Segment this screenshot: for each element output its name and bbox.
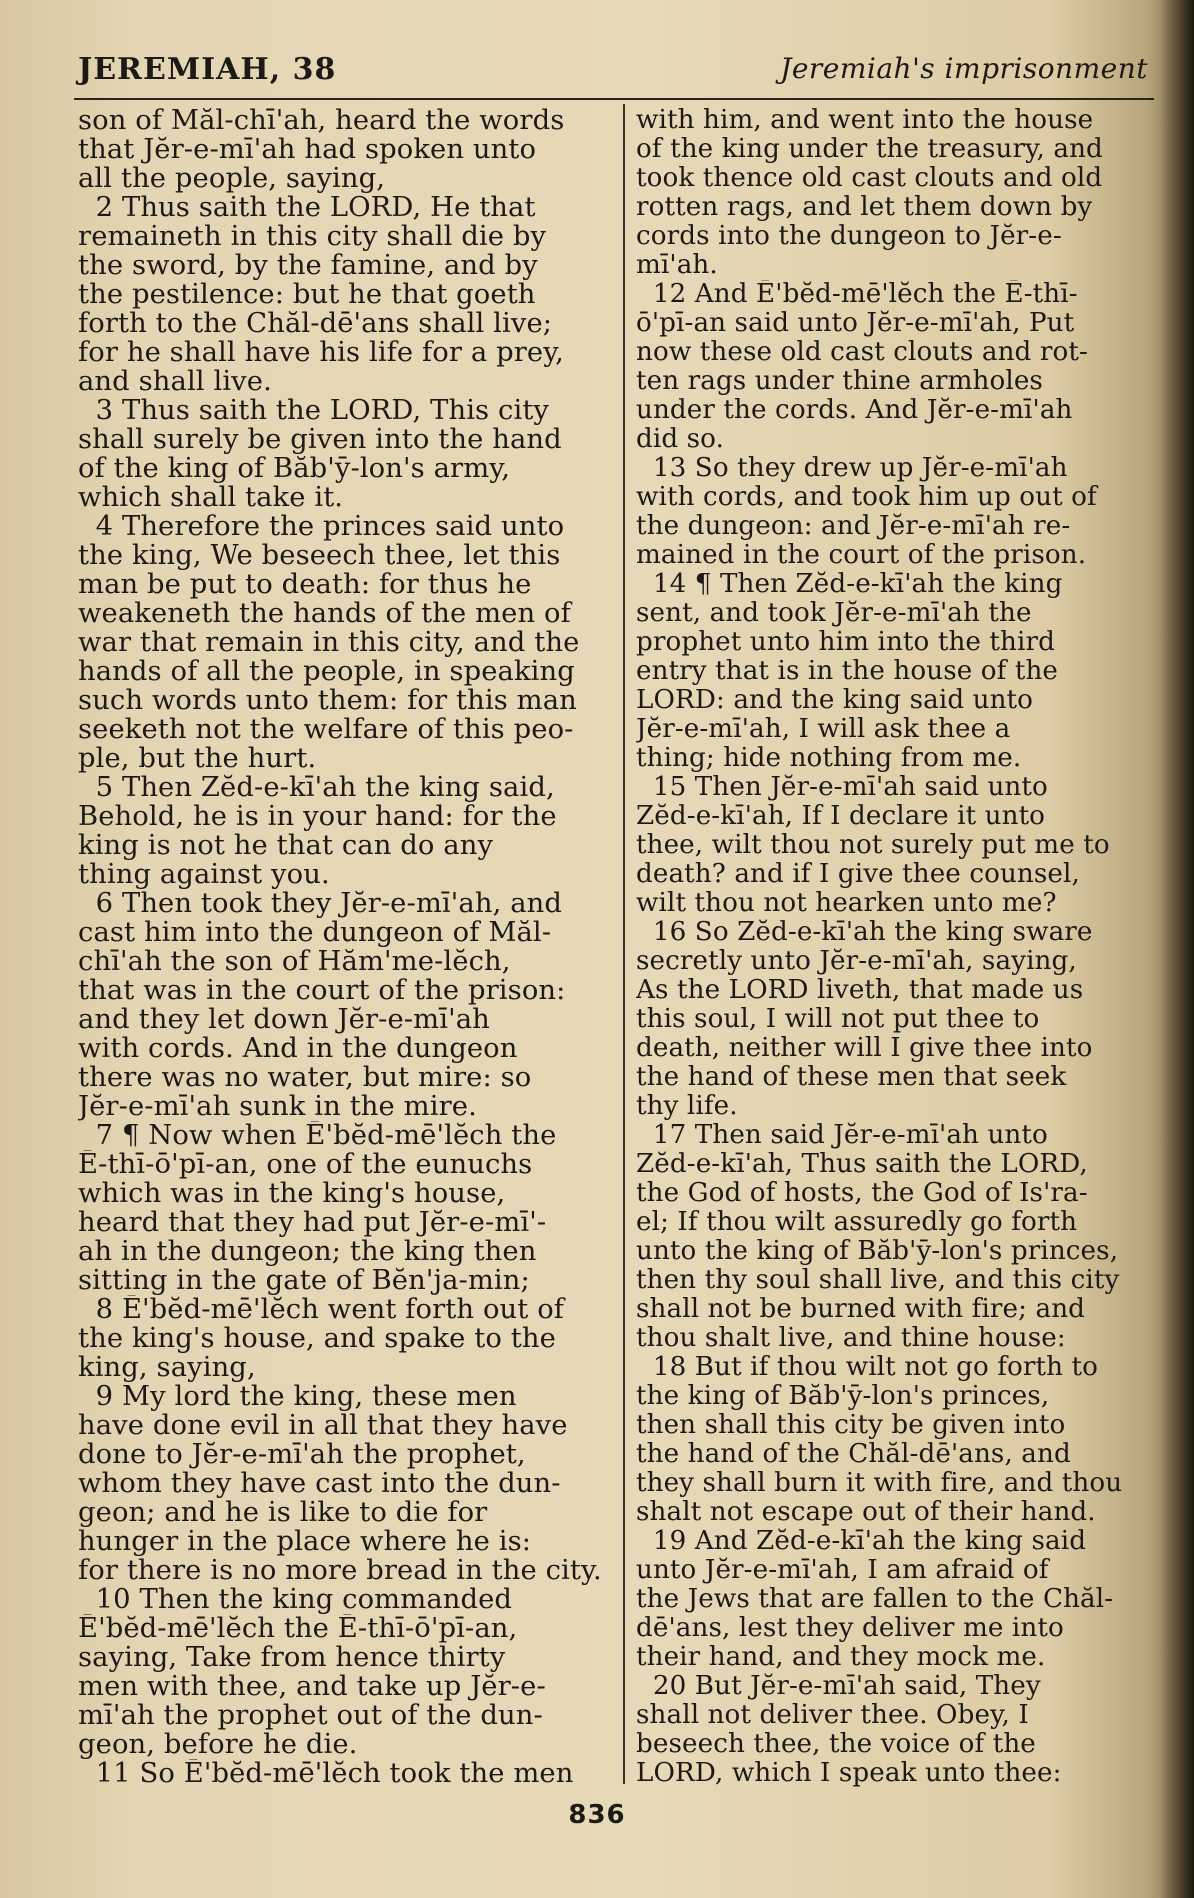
text-line: 15 Then Jĕr-e-mī'ah said unto bbox=[636, 773, 1048, 802]
column-divider bbox=[623, 104, 625, 1784]
text-line: thing; hide nothing from me. bbox=[636, 744, 1022, 773]
text-line: rotten rags, and let them down by bbox=[636, 193, 1093, 222]
text-line: Jĕr-e-mī'ah sunk in the mire. bbox=[78, 1092, 477, 1121]
text-line: death, neither will I give thee into bbox=[636, 1034, 1093, 1063]
text-line: wilt thou not hearken unto me? bbox=[636, 889, 1057, 918]
text-line: have done evil in all that they have bbox=[78, 1411, 568, 1440]
text-line: the Jews that are fallen to the Chăl- bbox=[636, 1585, 1114, 1614]
text-line: 7 ¶ Now when Ē'bĕd-mē'lĕch the bbox=[78, 1121, 557, 1150]
text-line: Ē-thī-ō'pī-an, one of the eunuchs bbox=[78, 1150, 533, 1179]
section-heading: Jeremiah's imprisonment bbox=[780, 52, 1148, 85]
text-line: el; If thou wilt assuredly go forth bbox=[636, 1208, 1078, 1237]
text-line: dē'ans, lest they deliver me into bbox=[636, 1614, 1064, 1643]
text-line: that was in the court of the prison: bbox=[78, 976, 566, 1005]
text-line: prophet unto him into the third bbox=[636, 628, 1055, 657]
text-line: 13 So they drew up Jĕr-e-mī'ah bbox=[636, 454, 1068, 483]
left-column bbox=[78, 106, 612, 1788]
text-line: hands of all the people, in speaking bbox=[78, 657, 575, 686]
text-line: sitting in the gate of Bĕn'ja-min; bbox=[78, 1266, 530, 1295]
text-line: of the king under the treasury, and bbox=[636, 135, 1103, 164]
text-line: the God of hosts, the God of Is'ra- bbox=[636, 1179, 1088, 1208]
text-line: which shall take it. bbox=[78, 483, 344, 512]
text-line: geon; and he is like to die for bbox=[78, 1498, 488, 1527]
text-line: the pestilence: but he that goeth bbox=[78, 280, 536, 309]
text-line: for he shall have his life for a prey, bbox=[78, 338, 564, 367]
text-line: 18 But if thou wilt not go forth to bbox=[636, 1353, 1099, 1382]
book-chapter-heading: JEREMIAH, 38 bbox=[78, 52, 337, 87]
text-line: ten rags under thine armholes bbox=[636, 367, 1043, 396]
text-line: forth to the Chăl-dē'ans shall live; bbox=[78, 309, 553, 338]
text-line: whom they have cast into the dun- bbox=[78, 1469, 561, 1498]
header-rule bbox=[74, 98, 1154, 100]
text-line: Zĕd-e-kī'ah, Thus saith the LORD, bbox=[636, 1150, 1088, 1179]
text-line: shall not be burned with fire; and bbox=[636, 1295, 1086, 1324]
text-line: did so. bbox=[636, 425, 724, 454]
text-line: king is not he that can do any bbox=[78, 831, 494, 860]
text-line: the king's house, and spake to the bbox=[78, 1324, 556, 1353]
text-line: this soul, I will not put thee to bbox=[636, 1005, 1040, 1034]
text-line: 14 ¶ Then Zĕd-e-kī'ah the king bbox=[636, 570, 1063, 599]
text-line: mī'ah. bbox=[636, 251, 718, 280]
text-line: with him, and went into the house bbox=[636, 106, 1094, 135]
text-line: then thy soul shall live, and this city bbox=[636, 1266, 1120, 1295]
text-line: 20 But Jĕr-e-mī'ah said, They bbox=[636, 1672, 1041, 1701]
text-line: thou shalt live, and thine house: bbox=[636, 1324, 1066, 1353]
text-line: they shall burn it with fire, and thou bbox=[636, 1469, 1123, 1498]
text-line: 12 And Ē'bĕd-mē'lĕch the Ē-thī- bbox=[636, 280, 1078, 309]
text-line: there was no water, but mire: so bbox=[78, 1063, 532, 1092]
text-line: 19 And Zĕd-e-kī'ah the king said bbox=[636, 1527, 1087, 1556]
text-line: the hand of the Chăl-dē'ans, and bbox=[636, 1440, 1071, 1469]
text-line: chī'ah the son of Hăm'me-lĕch, bbox=[78, 947, 511, 976]
text-line: men with thee, and take up Jĕr-e- bbox=[78, 1672, 546, 1701]
text-line: heard that they had put Jĕr-e-mī'- bbox=[78, 1208, 547, 1237]
text-line: Behold, he is in your hand: for the bbox=[78, 802, 557, 831]
text-line: 8 Ē'bĕd-mē'lĕch went forth out of bbox=[78, 1295, 565, 1324]
text-line: of the king of Băb'ȳ-lon's army, bbox=[78, 454, 511, 483]
text-line: which was in the king's house, bbox=[78, 1179, 506, 1208]
text-line: 17 Then said Jĕr-e-mī'ah unto bbox=[636, 1121, 1048, 1150]
text-line: war that remain in this city, and the bbox=[78, 628, 580, 657]
text-line: the dungeon: and Jĕr-e-mī'ah re- bbox=[636, 512, 1071, 541]
text-line: beseech thee, the voice of the bbox=[636, 1730, 1036, 1759]
text-line: remaineth in this city shall die by bbox=[78, 222, 547, 251]
text-line: death? and if I give thee counsel, bbox=[636, 860, 1080, 889]
text-line: cast him into the dungeon of Măl- bbox=[78, 918, 552, 947]
text-line: thing against you. bbox=[78, 860, 330, 889]
text-line: took thence old cast clouts and old bbox=[636, 164, 1103, 193]
text-line: LORD: and the king said unto bbox=[636, 686, 1034, 715]
right-column bbox=[636, 106, 1144, 1788]
text-line: with cords, and took him up out of bbox=[636, 483, 1097, 512]
text-line: such words unto them: for this man bbox=[78, 686, 577, 715]
text-line: their hand, and they mock me. bbox=[636, 1643, 1046, 1672]
text-line: king, saying, bbox=[78, 1353, 256, 1382]
text-line: 9 My lord the king, these men bbox=[78, 1382, 517, 1411]
text-line: done to Jĕr-e-mī'ah the prophet, bbox=[78, 1440, 526, 1469]
text-line: cords into the dungeon to Jĕr-e- bbox=[636, 222, 1062, 251]
text-line: unto Jĕr-e-mī'ah, I am afraid of bbox=[636, 1556, 1049, 1585]
text-line: seeketh not the welfare of this peo- bbox=[78, 715, 574, 744]
text-line: saying, Take from hence thirty bbox=[78, 1643, 506, 1672]
text-line: thy life. bbox=[636, 1092, 738, 1121]
text-line: all the people, saying, bbox=[78, 164, 386, 193]
text-line: ple, but the hurt. bbox=[78, 744, 317, 773]
text-line: 3 Thus saith the LORD, This city bbox=[78, 396, 550, 425]
text-line: geon, before he die. bbox=[78, 1730, 358, 1759]
text-line: entry that is in the house of the bbox=[636, 657, 1059, 686]
text-line: for there is no more bread in the city. bbox=[78, 1556, 602, 1585]
text-line: Jĕr-e-mī'ah, I will ask thee a bbox=[636, 715, 1011, 744]
text-line: the king, We beseech thee, let this bbox=[78, 541, 561, 570]
text-line: 10 Then the king commanded bbox=[78, 1585, 513, 1614]
text-line: As the LORD liveth, that made us bbox=[636, 976, 1084, 1005]
text-line: shalt not escape out of their hand. bbox=[636, 1498, 1096, 1527]
text-line: shall not deliver thee. Obey, I bbox=[636, 1701, 1029, 1730]
text-line: secretly unto Jĕr-e-mī'ah, saying, bbox=[636, 947, 1077, 976]
text-line: LORD, which I speak unto thee: bbox=[636, 1759, 1062, 1788]
text-line: weakeneth the hands of the men of bbox=[78, 599, 571, 628]
text-line: ō'pī-an said unto Jĕr-e-mī'ah, Put bbox=[636, 309, 1075, 338]
text-line: the hand of these men that seek bbox=[636, 1063, 1067, 1092]
text-line: 5 Then Zĕd-e-kī'ah the king said, bbox=[78, 773, 555, 802]
text-line: mī'ah the prophet out of the dun- bbox=[78, 1701, 543, 1730]
text-line: shall surely be given into the hand bbox=[78, 425, 562, 454]
text-line: 11 So Ē'bĕd-mē'lĕch took the men bbox=[78, 1759, 574, 1788]
binding-shadow bbox=[1160, 0, 1194, 1898]
text-line: mained in the court of the prison. bbox=[636, 541, 1087, 570]
text-line: 2 Thus saith the LORD, He that bbox=[78, 193, 536, 222]
text-line: and they let down Jĕr-e-mī'ah bbox=[78, 1005, 490, 1034]
text-line: thee, wilt thou not surely put me to bbox=[636, 831, 1110, 860]
text-line: then shall this city be given into bbox=[636, 1411, 1066, 1440]
text-line: that Jĕr-e-mī'ah had spoken unto bbox=[78, 135, 537, 164]
text-line: 6 Then took they Jĕr-e-mī'ah, and bbox=[78, 889, 562, 918]
text-line: Zĕd-e-kī'ah, If I declare it unto bbox=[636, 802, 1046, 831]
text-line: with cords. And in the dungeon bbox=[78, 1034, 518, 1063]
text-line: ah in the dungeon; the king then bbox=[78, 1237, 537, 1266]
text-line: 4 Therefore the princes said unto bbox=[78, 512, 565, 541]
text-line: hunger in the place where he is: bbox=[78, 1527, 532, 1556]
page-number: 836 bbox=[568, 1800, 626, 1830]
text-line: sent, and took Jĕr-e-mī'ah the bbox=[636, 599, 1032, 628]
text-line: under the cords. And Jĕr-e-mī'ah bbox=[636, 396, 1073, 425]
text-line: the sword, by the famine, and by bbox=[78, 251, 538, 280]
text-line: and shall live. bbox=[78, 367, 272, 396]
text-line: son of Măl-chī'ah, heard the words bbox=[78, 106, 565, 135]
text-line: man be put to death: for thus he bbox=[78, 570, 532, 599]
text-line: the king of Băb'ȳ-lon's princes, bbox=[636, 1382, 1050, 1411]
text-line: now these old cast clouts and rot- bbox=[636, 338, 1088, 367]
text-line: 16 So Zĕd-e-kī'ah the king sware bbox=[636, 918, 1093, 947]
running-header bbox=[78, 46, 1148, 98]
text-line: Ē'bĕd-mē'lĕch the Ē-thī-ō'pī-an, bbox=[78, 1614, 518, 1643]
text-line: unto the king of Băb'ȳ-lon's princes, bbox=[636, 1237, 1119, 1266]
